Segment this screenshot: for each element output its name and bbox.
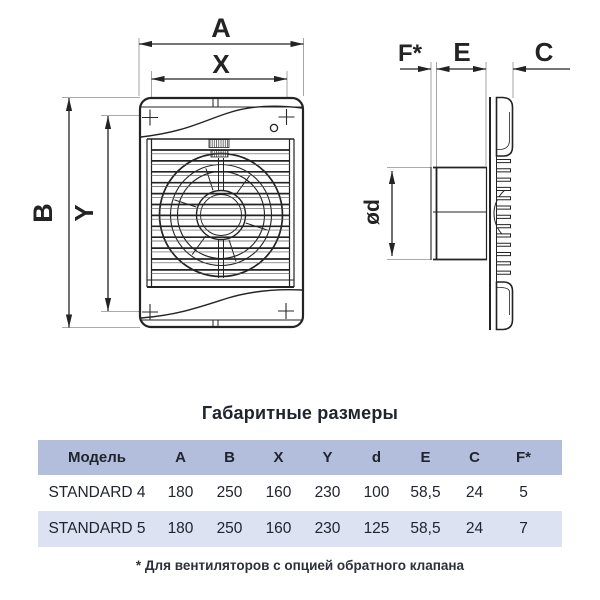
value-cell: 100 <box>363 484 390 501</box>
side-louver-teeth <box>497 160 511 275</box>
value-cell: 230 <box>314 520 341 537</box>
duct-spigot <box>431 167 487 260</box>
value-cell: 250 <box>216 520 243 537</box>
table-footnote: * Для вентиляторов с опцией обратного клапана <box>135 558 465 573</box>
table-row <box>38 475 562 511</box>
value-cell: 160 <box>265 520 292 537</box>
dim-label-B: B <box>28 203 58 223</box>
value-cell: 7 <box>519 520 528 537</box>
value-cell: 250 <box>216 484 243 501</box>
fan-body-outline <box>140 98 303 327</box>
grille-latch-upper <box>209 140 229 148</box>
extension-lines-side <box>387 62 513 260</box>
grille-latch-lower <box>211 151 228 158</box>
value-cell: 160 <box>265 484 292 501</box>
panel-top-cap <box>497 98 513 157</box>
header-cell-d: d <box>371 449 382 466</box>
header-cell-f: F* <box>516 449 531 466</box>
table-row <box>38 511 562 547</box>
dimension-lines-side <box>392 69 570 256</box>
dim-label-A: A <box>211 13 231 43</box>
header-cell-a: A <box>175 449 186 466</box>
header-cell-y: Y <box>322 449 333 466</box>
header-cell-b: B <box>224 449 235 466</box>
model-name: STANDARD 5 <box>48 520 146 537</box>
header-cell-model: Модель <box>67 449 127 466</box>
dim-label-Y: Y <box>69 204 99 222</box>
value-cell: 58,5 <box>410 520 441 537</box>
value-cell: 180 <box>167 484 194 501</box>
table-title: Габаритные размеры <box>201 403 399 423</box>
fan-front-view <box>28 13 304 328</box>
value-cell: 24 <box>465 520 484 537</box>
header-cell-e: E <box>420 449 431 466</box>
fan-side-view <box>361 37 570 330</box>
header-cell-c: C <box>469 449 480 466</box>
dimensions-table <box>38 440 562 547</box>
model-name: STANDARD 4 <box>48 484 146 501</box>
value-cell: 230 <box>314 484 341 501</box>
value-cell: 5 <box>519 484 528 501</box>
value-cell: 24 <box>465 484 484 501</box>
dim-label-X: X <box>212 49 230 79</box>
panel-bottom-cap <box>497 282 513 330</box>
dim-label-d: ød <box>361 199 384 225</box>
table-header-row <box>38 440 562 475</box>
dim-label-E: E <box>453 37 471 67</box>
value-cell: 180 <box>167 520 194 537</box>
dim-label-C: C <box>534 37 554 67</box>
dim-label-F: F* <box>398 40 422 67</box>
header-cell-x: X <box>273 449 284 466</box>
value-cell: 58,5 <box>410 484 441 501</box>
front-panel-side <box>490 97 513 330</box>
value-cell: 125 <box>363 520 390 537</box>
